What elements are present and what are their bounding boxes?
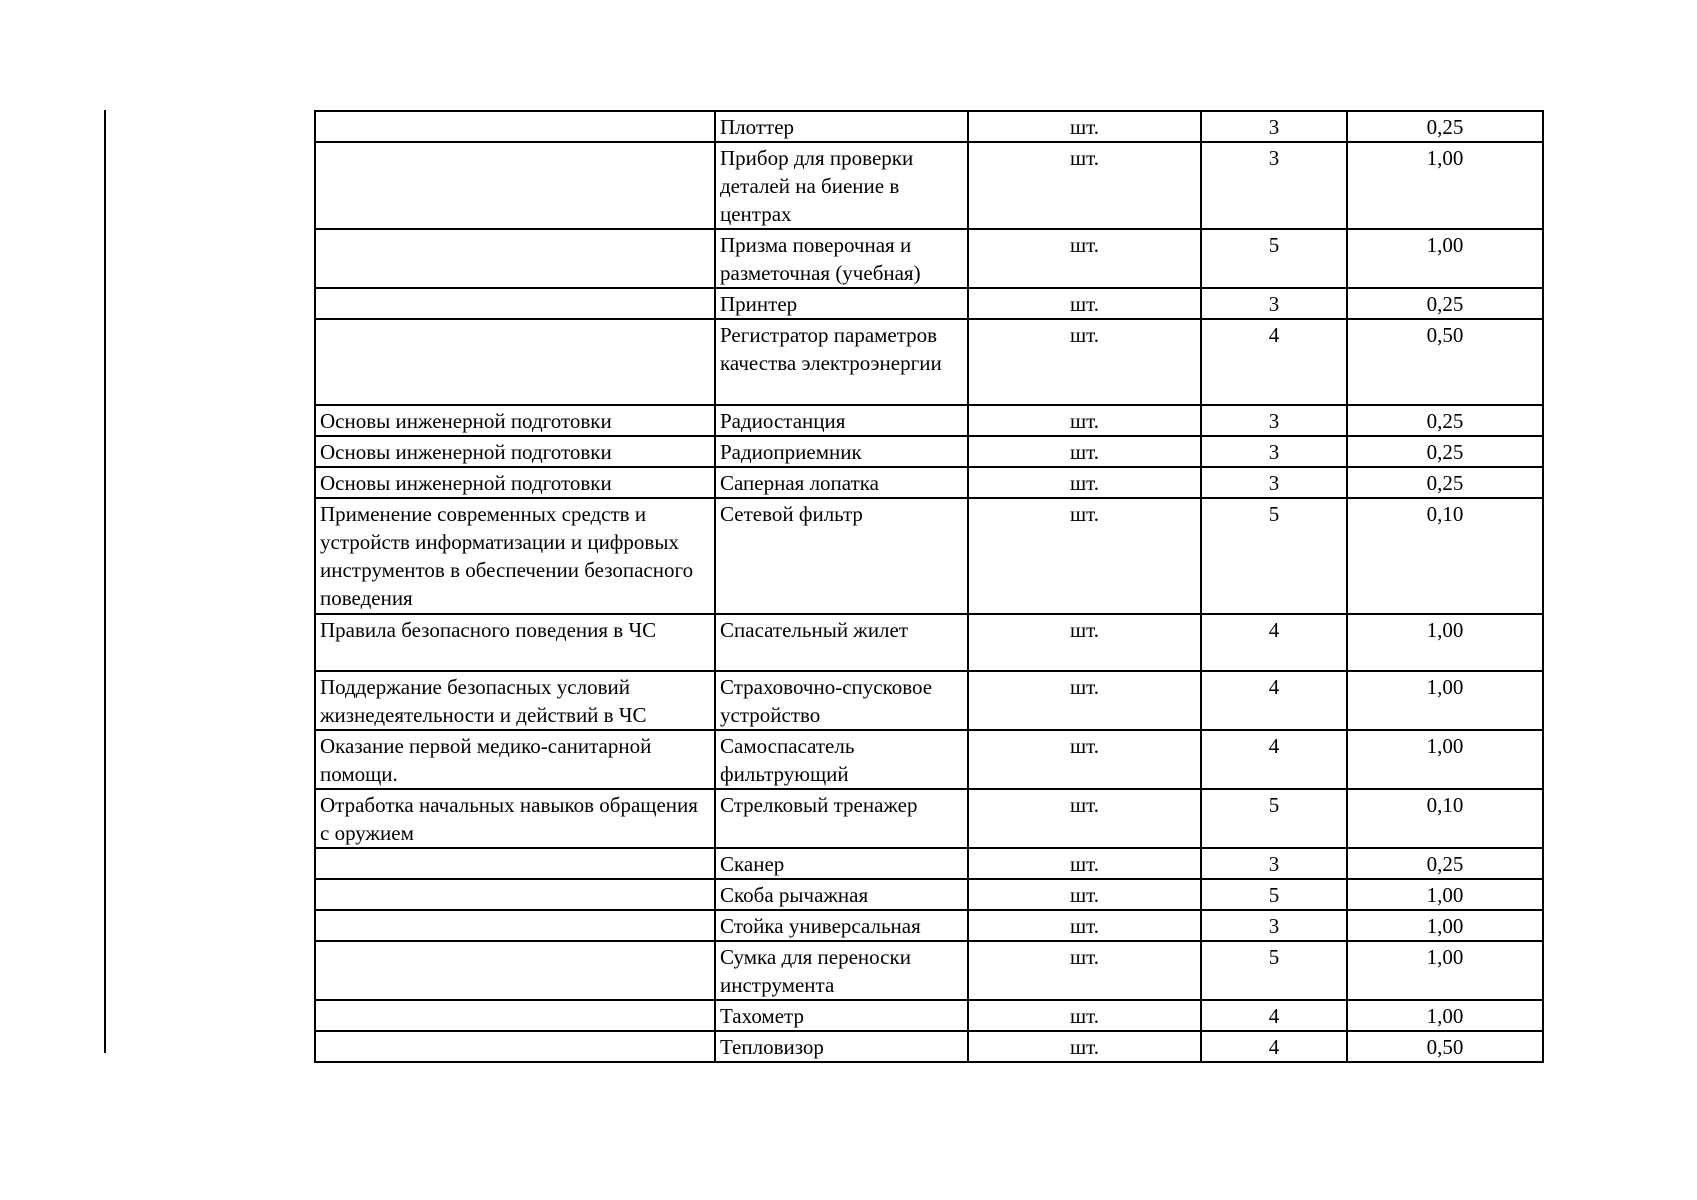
subject-cell xyxy=(315,879,715,910)
coefficient-cell: 1,00 xyxy=(1347,941,1543,1000)
item-cell: Тепловизор xyxy=(715,1031,968,1062)
table-row xyxy=(315,848,1543,879)
table-row xyxy=(315,498,1543,614)
coefficient-cell: 0,50 xyxy=(1347,1031,1543,1062)
quantity-cell: 5 xyxy=(1201,229,1347,288)
coefficient-cell: 1,00 xyxy=(1347,671,1543,730)
quantity-cell: 3 xyxy=(1201,111,1347,142)
subject-cell: Оказание первой медико-санитарной помощи. xyxy=(315,730,715,789)
item-cell: Сканер xyxy=(715,848,968,879)
subject-cell: Основы инженерной подготовки xyxy=(315,467,715,498)
coefficient-cell: 1,00 xyxy=(1347,142,1543,229)
unit-cell: шт. xyxy=(968,467,1201,498)
table-row xyxy=(315,405,1543,436)
table-row xyxy=(315,288,1543,319)
item-cell: Стойка универсальная xyxy=(715,910,968,941)
coefficient-cell: 1,00 xyxy=(1347,879,1543,910)
subject-cell xyxy=(315,142,715,229)
unit-cell: шт. xyxy=(968,910,1201,941)
subject-cell: Правила безопасного поведения в ЧС xyxy=(315,614,715,671)
equipment-table xyxy=(314,110,1544,1063)
unit-cell: шт. xyxy=(968,614,1201,671)
subject-cell xyxy=(315,941,715,1000)
quantity-cell: 4 xyxy=(1201,614,1347,671)
subject-cell xyxy=(315,1000,715,1031)
item-cell: Стрелковый тренажер xyxy=(715,789,968,848)
quantity-cell: 3 xyxy=(1201,848,1347,879)
coefficient-cell: 0,25 xyxy=(1347,405,1543,436)
table-row xyxy=(315,319,1543,405)
subject-cell: Применение современных средств и устройств информатизации и цифровых инструментов в обеспечении безопасного поведения xyxy=(315,498,715,614)
unit-cell: шт. xyxy=(968,288,1201,319)
quantity-cell: 5 xyxy=(1201,941,1347,1000)
table-row xyxy=(315,941,1543,1000)
quantity-cell: 5 xyxy=(1201,498,1347,614)
item-cell: Спасательный жилет xyxy=(715,614,968,671)
table-row xyxy=(315,1000,1543,1031)
coefficient-cell: 0,25 xyxy=(1347,848,1543,879)
item-cell: Призма поверочная и разметочная (учебная) xyxy=(715,229,968,288)
coefficient-cell: 0,50 xyxy=(1347,319,1543,405)
quantity-cell: 3 xyxy=(1201,405,1347,436)
coefficient-cell: 0,25 xyxy=(1347,111,1543,142)
quantity-cell: 3 xyxy=(1201,436,1347,467)
subject-cell: Основы инженерной подготовки xyxy=(315,405,715,436)
unit-cell: шт. xyxy=(968,405,1201,436)
subject-cell: Поддержание безопасных условий жизнедеятельности и действий в ЧС xyxy=(315,671,715,730)
item-cell: Прибор для проверки деталей на биение в центрах xyxy=(715,142,968,229)
unit-cell: шт. xyxy=(968,879,1201,910)
coefficient-cell: 0,10 xyxy=(1347,498,1543,614)
table-row xyxy=(315,1031,1543,1062)
table-row xyxy=(315,879,1543,910)
subject-cell xyxy=(315,910,715,941)
item-cell: Радиостанция xyxy=(715,405,968,436)
subject-cell xyxy=(315,229,715,288)
unit-cell: шт. xyxy=(968,142,1201,229)
unit-cell: шт. xyxy=(968,498,1201,614)
quantity-cell: 4 xyxy=(1201,730,1347,789)
subject-cell: Отработка начальных навыков обращения с оружием xyxy=(315,789,715,848)
quantity-cell: 3 xyxy=(1201,910,1347,941)
item-cell: Скоба рычажная xyxy=(715,879,968,910)
item-cell: Страховочно-спусковое устройство xyxy=(715,671,968,730)
item-cell: Саперная лопатка xyxy=(715,467,968,498)
quantity-cell: 4 xyxy=(1201,1000,1347,1031)
unit-cell: шт. xyxy=(968,941,1201,1000)
coefficient-cell: 1,00 xyxy=(1347,910,1543,941)
item-cell: Самоспасатель фильтрующий xyxy=(715,730,968,789)
item-cell: Сетевой фильтр xyxy=(715,498,968,614)
unit-cell: шт. xyxy=(968,111,1201,142)
unit-cell: шт. xyxy=(968,730,1201,789)
item-cell: Регистратор параметров качества электроэнергии xyxy=(715,319,968,405)
table-row xyxy=(315,111,1543,142)
unit-cell: шт. xyxy=(968,436,1201,467)
table-row xyxy=(315,229,1543,288)
quantity-cell: 4 xyxy=(1201,671,1347,730)
subject-cell xyxy=(315,319,715,405)
unit-cell: шт. xyxy=(968,848,1201,879)
quantity-cell: 3 xyxy=(1201,467,1347,498)
coefficient-cell: 0,25 xyxy=(1347,436,1543,467)
unit-cell: шт. xyxy=(968,319,1201,405)
quantity-cell: 5 xyxy=(1201,789,1347,848)
quantity-cell: 4 xyxy=(1201,1031,1347,1062)
coefficient-cell: 1,00 xyxy=(1347,614,1543,671)
item-cell: Сумка для переноски инструмента xyxy=(715,941,968,1000)
item-cell: Плоттер xyxy=(715,111,968,142)
subject-cell xyxy=(315,1031,715,1062)
table-row xyxy=(315,614,1543,671)
quantity-cell: 3 xyxy=(1201,288,1347,319)
coefficient-cell: 0,25 xyxy=(1347,467,1543,498)
table-row xyxy=(315,467,1543,498)
item-cell: Тахометр xyxy=(715,1000,968,1031)
coefficient-cell: 1,00 xyxy=(1347,730,1543,789)
subject-cell xyxy=(315,111,715,142)
item-cell: Радиоприемник xyxy=(715,436,968,467)
left-margin-rule xyxy=(104,110,106,1053)
table-row xyxy=(315,789,1543,848)
unit-cell: шт. xyxy=(968,1031,1201,1062)
quantity-cell: 3 xyxy=(1201,142,1347,229)
coefficient-cell: 1,00 xyxy=(1347,229,1543,288)
item-cell: Принтер xyxy=(715,288,968,319)
unit-cell: шт. xyxy=(968,671,1201,730)
table-row xyxy=(315,910,1543,941)
unit-cell: шт. xyxy=(968,229,1201,288)
table-row xyxy=(315,436,1543,467)
unit-cell: шт. xyxy=(968,1000,1201,1031)
coefficient-cell: 1,00 xyxy=(1347,1000,1543,1031)
table-row xyxy=(315,730,1543,789)
table-row xyxy=(315,142,1543,229)
quantity-cell: 5 xyxy=(1201,879,1347,910)
coefficient-cell: 0,10 xyxy=(1347,789,1543,848)
table-row xyxy=(315,671,1543,730)
subject-cell xyxy=(315,288,715,319)
subject-cell xyxy=(315,848,715,879)
coefficient-cell: 0,25 xyxy=(1347,288,1543,319)
unit-cell: шт. xyxy=(968,789,1201,848)
subject-cell: Основы инженерной подготовки xyxy=(315,436,715,467)
quantity-cell: 4 xyxy=(1201,319,1347,405)
